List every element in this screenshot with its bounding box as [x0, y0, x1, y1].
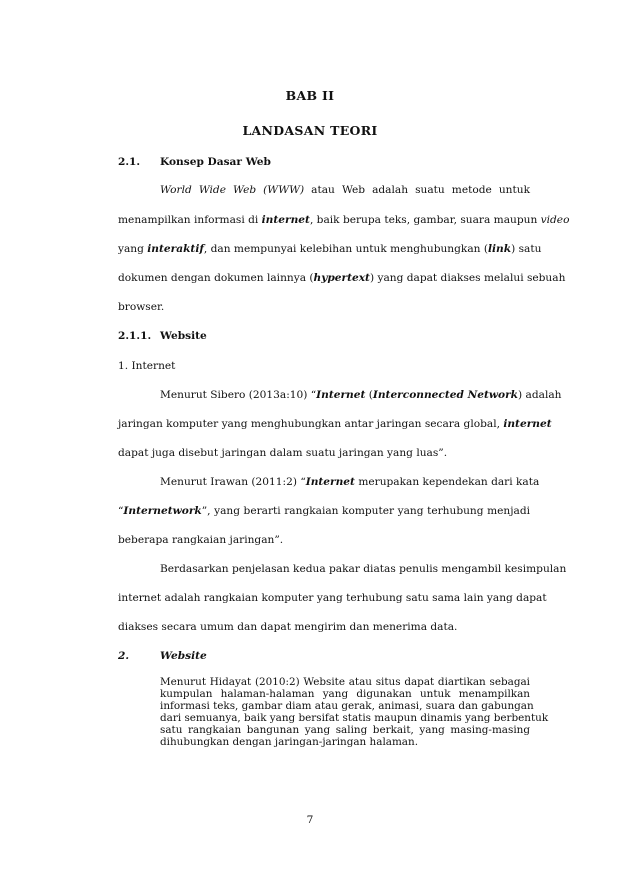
paragraph-line: internet adalah rangkaian komputer yang terhubung satu sama lain yang dapat	[118, 592, 547, 604]
quote-line: dari semuanya, baik yang bersifat statis maupun dinamis yang berbentuk	[160, 712, 549, 724]
paragraph-line: diakses secara umum dan dapat mengirim dan menerima data.	[118, 621, 458, 633]
italic-term: link	[487, 243, 512, 255]
chapter-label: BAB II	[285, 88, 335, 103]
list-item-website	[118, 650, 530, 663]
paragraph-line: dapat juga disebut jaringan dalam suatu jaringan yang luas”.	[118, 447, 448, 459]
italic-term: hypertext	[313, 272, 370, 284]
paragraph-line	[118, 505, 530, 518]
page-number: 7	[306, 814, 314, 826]
paragraph-line	[118, 272, 566, 285]
text-run: dokumen dengan dokumen lainnya (	[118, 272, 314, 284]
list-title: Website	[160, 650, 207, 662]
text-run: , dan mempunyai kelebihan untuk menghubungkan (	[203, 243, 488, 255]
text-run: ) yang dapat diakses melalui sebuah	[369, 272, 566, 284]
quote-line: dihubungkan dengan jaringan-jaringan halaman.	[160, 736, 419, 748]
text-run: Menurut Sibero (2013a:10) “	[160, 389, 317, 401]
paragraph-line	[118, 214, 570, 227]
paragraph-line	[160, 389, 562, 402]
text-run: jaringan komputer yang menghubungkan antar jaringan secara global,	[118, 418, 504, 430]
section-number: 2.1.	[118, 156, 141, 168]
italic-term: World Wide Web (WWW)	[160, 184, 305, 196]
paragraph-line	[118, 418, 552, 431]
paragraph-line: Berdasarkan penjelasan kedua pakar diatas penulis mengambil kesimpulan	[160, 563, 567, 575]
section-2-1-heading	[118, 156, 530, 169]
quote-line: kumpulan halaman-halaman yang digunakan untuk menampilkan	[160, 688, 530, 700]
text-run: merupakan kependekan dari kata	[354, 476, 540, 488]
quote-line: informasi teks, gambar diam atau gerak, animasi, suara dan gabungan	[160, 700, 534, 712]
italic-term: Interconnected Network	[372, 389, 519, 401]
list-number: 2.	[118, 650, 130, 662]
italic-term: Internetwork	[123, 505, 202, 517]
text-run: Menurut Irawan (2011:2) “	[160, 476, 306, 488]
italic-term: Internet	[316, 389, 366, 401]
quote-line: Menurut Hidayat (2010:2) Website atau situs dapat diartikan sebagai	[160, 676, 530, 688]
section-2-1-1-heading	[118, 330, 530, 343]
italic-term: internet	[503, 418, 552, 430]
section-title: Website	[160, 330, 207, 342]
paragraph-line	[160, 184, 530, 197]
text-run: ”, yang berarti rangkaian komputer yang terhubung menjadi	[201, 505, 530, 517]
text-run: ) adalah	[518, 389, 562, 401]
section-title: Konsep Dasar Web	[160, 156, 271, 168]
paragraph-line	[118, 243, 542, 256]
paragraph-line: browser.	[118, 301, 165, 313]
italic-term: video	[540, 214, 570, 226]
text-run: atau Web adalah suatu metode untuk	[304, 184, 530, 196]
text-run: “	[118, 505, 124, 517]
list-item-internet: 1. Internet	[118, 360, 176, 372]
text-run: , baik berupa teks, gambar, suara maupun	[309, 214, 541, 226]
section-number: 2.1.1.	[118, 330, 152, 342]
italic-term: internet	[261, 214, 310, 226]
chapter-title: LANDASAN TEORI	[242, 123, 378, 138]
paragraph-line	[160, 476, 540, 489]
italic-term: interaktif	[147, 243, 204, 255]
text-run: yang	[118, 243, 148, 255]
text-run: ) satu	[511, 243, 542, 255]
quote-line: satu rangkaian bangunan yang saling berkait, yang masing-masing	[160, 724, 530, 736]
italic-term: Internet	[305, 476, 355, 488]
text-run: menampilkan informasi di	[118, 214, 262, 226]
paragraph-line: beberapa rangkaian jaringan”.	[118, 534, 284, 546]
text-run: (	[365, 389, 373, 401]
